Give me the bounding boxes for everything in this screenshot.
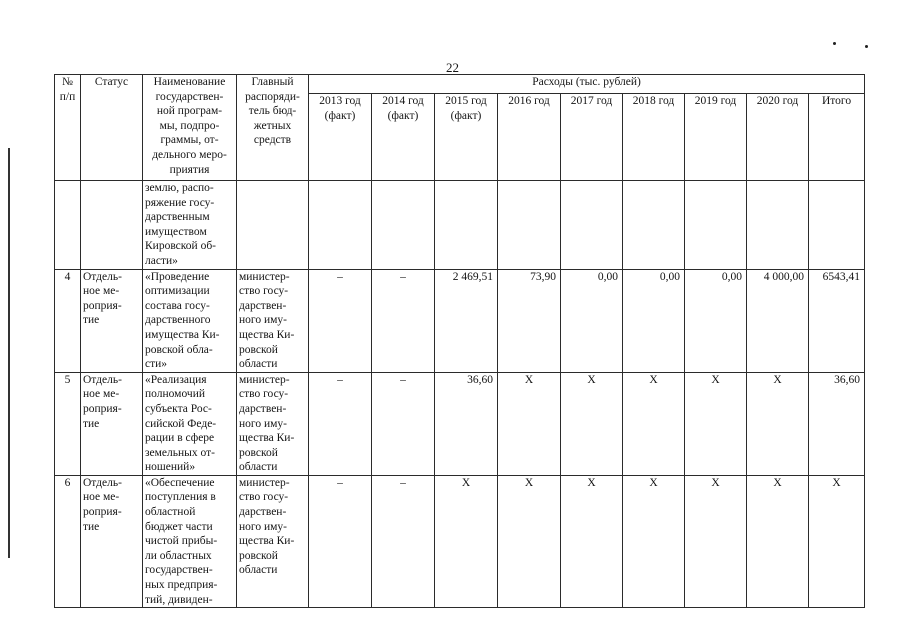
cell-value: Х [498,372,561,475]
cell-value [498,181,561,270]
cell-status: Отдель- ное ме- роприя- тие [81,372,143,475]
header-name: Наименование государствен- ной програм- мы, подпро- граммы, от- дельного меро- приятия [143,75,237,181]
cell-value: Х [623,372,685,475]
cell-admin: министер- ство госу- дарствен- ного иму- щества Ки- ровской области [237,475,309,607]
cell-value: Х [685,475,747,607]
cell-name: «Обеспечение поступления в областной бюджет части чистой прибы- ли областных государствен- ных предприя- тий, дивиден- [143,475,237,607]
page-number: 22 [446,60,459,75]
cell-value: Х [498,475,561,607]
header-year: 2014 год (факт) [372,94,435,181]
header-admin: Главный распоряди- тель бюд- жетных средств [237,75,309,181]
scan-speck [865,45,868,48]
header-year: 2016 год [498,94,561,181]
cell-value: 73,90 [498,269,561,372]
cell-value: 0,00 [623,269,685,372]
table-row [55,475,865,607]
table-row [55,372,865,475]
cell-total: 36,60 [809,372,865,475]
cell-value: Х [561,475,623,607]
cell-value: 0,00 [561,269,623,372]
cell-total: 6543,41 [809,269,865,372]
cell-status: Отдель- ное ме- роприя- тие [81,269,143,372]
cell-value: 2 469,51 [435,269,498,372]
cell-value [685,181,747,270]
scan-speck [833,42,836,45]
header-expenses: Расходы (тыс. рублей) [309,75,865,94]
cell-name: «Реализация полномочий субъекта Рос- сийской Феде- рации в сфере земельных от- ношений» [143,372,237,475]
header-total: Итого [809,94,865,181]
cell-value: 36,60 [435,372,498,475]
cell-value [809,181,865,270]
cell-value: – [372,372,435,475]
cell-value: – [309,475,372,607]
cell-value: 4 000,00 [747,269,809,372]
cell-value: Х [623,475,685,607]
cell-value [435,181,498,270]
header-year: 2015 год (факт) [435,94,498,181]
cell-value [623,181,685,270]
header-status: Статус [81,75,143,181]
cell-total: Х [809,475,865,607]
header-year: 2020 год [747,94,809,181]
header-year: 2017 год [561,94,623,181]
cell-value: – [309,269,372,372]
cell-value: – [372,269,435,372]
scan-margin-line [8,148,10,558]
cell-num: 4 [55,269,81,372]
table-row [55,269,865,372]
cell-value [747,181,809,270]
header-row-1 [55,75,865,94]
cell-value: Х [747,372,809,475]
header-year: 2019 год [685,94,747,181]
cell-num: 5 [55,372,81,475]
cell-value: Х [685,372,747,475]
cell-num [55,181,81,270]
cell-name: землю, распо- ряжение госу- дарственным имуществом Кировской об- ласти» [143,181,237,270]
cell-value [372,181,435,270]
header-num: № п/п [55,75,81,181]
table-row-continuation [55,181,865,270]
expenses-table [54,74,865,608]
cell-admin: министер- ство госу- дарствен- ного иму- щества Ки- ровской области [237,269,309,372]
cell-status [81,181,143,270]
cell-value: 0,00 [685,269,747,372]
cell-value [561,181,623,270]
cell-admin [237,181,309,270]
cell-name: «Проведение оптимизации состава госу- дарственного имущества Ки- ровской обла- сти» [143,269,237,372]
cell-value: – [309,372,372,475]
cell-value: Х [747,475,809,607]
cell-value: Х [435,475,498,607]
cell-num: 6 [55,475,81,607]
cell-value: Х [561,372,623,475]
cell-status: Отдель- ное ме- роприя- тие [81,475,143,607]
cell-value [309,181,372,270]
header-year: 2013 год (факт) [309,94,372,181]
cell-admin: министер- ство госу- дарствен- ного иму- щества Ки- ровской области [237,372,309,475]
header-year: 2018 год [623,94,685,181]
cell-value: – [372,475,435,607]
